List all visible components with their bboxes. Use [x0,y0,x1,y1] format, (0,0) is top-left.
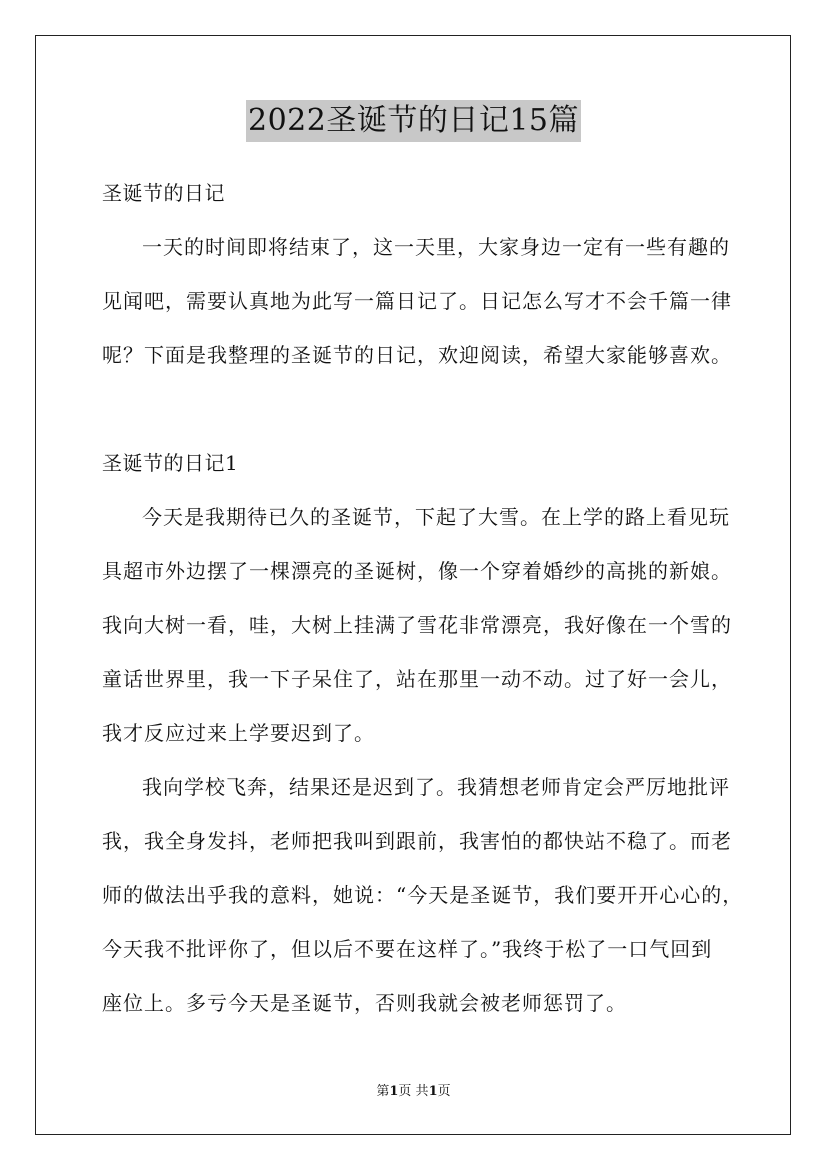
diary1-para2-line-3: 师的做法出乎我的意料，她说：“今天是圣诞节，我们要开开心心的， [102,883,744,907]
diary1-para2-line-1: 我向学校飞奔，结果还是迟到了。我猜想老师肯定会严厉地批评 [142,775,730,799]
blank-line [102,392,742,446]
diary1-para1-line-3: 我向大树一看，哇，大树上挂满了雪花非常漂亮，我好像在一个雪的 [102,613,732,637]
intro-line-1: 一天的时间即将结束了，这一天里，大家身边一定有一些有趣的 [142,235,730,259]
diary1-para2-line-2: 我，我全身发抖，老师把我叫到跟前，我害怕的都快站不稳了。而老 [102,829,732,853]
footer-prefix: 第 [376,1084,390,1099]
intro-line-2: 见闻吧，需要认真地为此写一篇日记了。日记怎么写才不会千篇一律 [102,289,732,313]
page-footer [0,1083,827,1101]
diary1-para1-line-4: 童话世界里，我一下子呆住了，站在那里一动不动。过了好一会儿， [102,667,732,691]
document-body [102,176,742,1040]
section-heading: 圣诞节的日记 [102,181,225,205]
footer-page-number: 1 [389,1084,399,1099]
diary1-para2-line-4: 今天我不批评你了，但以后不要在这样了。”我终于松了一口气回到 [102,937,713,961]
footer-total-suffix: 页 [437,1084,451,1099]
diary1-para1-line-1: 今天是我期待已久的圣诞节，下起了大雪。在上学的路上看见玩 [142,505,730,529]
diary1-heading: 圣诞节的日记1 [102,451,239,475]
title-container [0,100,827,142]
diary1-para2-line-5: 座位上。多亏今天是圣诞节，否则我就会被老师惩罚了。 [102,991,627,1015]
footer-page-suffix: 页 共 [398,1084,429,1099]
footer-total-pages: 1 [428,1084,438,1099]
diary1-para1-line-5: 我才反应过来上学要迟到了。 [102,721,375,745]
document-title: 2022圣诞节的日记15篇 [246,100,581,142]
intro-line-3: 呢？下面是我整理的圣诞节的日记，欢迎阅读，希望大家能够喜欢。 [102,343,732,367]
diary1-para1-line-2: 具超市外边摆了一棵漂亮的圣诞树，像一个穿着婚纱的高挑的新娘。 [102,559,732,583]
